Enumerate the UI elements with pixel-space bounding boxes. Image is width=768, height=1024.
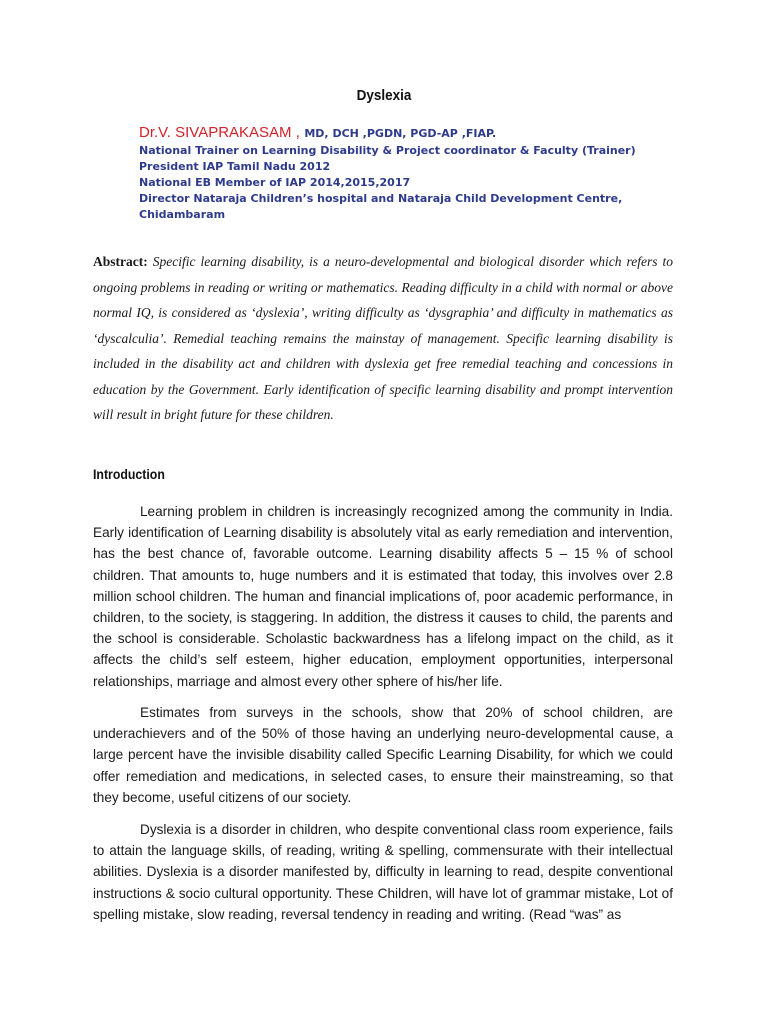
abstract [93,249,673,428]
affiliation-line: National EB Member of IAP 2014,2015,2017 [139,176,411,189]
author-block [139,123,699,223]
document-title: Dyslexia [356,87,412,104]
affiliation-line: National Trainer on Learning Disability & Project coordinator & Faculty (Trainer) [139,144,636,157]
body-paragraph: Learning problem in children is increasingly recognized among the community in India. Early identification of Learning disability is absolutely vital as early remediation and intervention, has the best chance of, favorable outcome. Learning disability affects 5 – 15 % of school children. That amounts to, huge numbers and it is estimated that today, this involves over 2.8 million school children. The human and financial implications of, poor academic performance, in children, to the society, is staggering. In addition, the distress it causes to child, the parents and the school is considerable. Scholastic backwardness has a lifelong impact on the child, as it affects the child’s self esteem, higher education, employment opportunities, interpersonal relationships, marriage and almost every other sphere of his/her life. [93,504,673,689]
body-paragraph: Estimates from surveys in the schools, show that 20% of school children, are underachievers and of the 50% of those having an underlying neuro-developmental cause, a large percent have the invisible disability called Specific Learning Disability, for which we could offer remediation and medications, in selected cases, to ensure their mainstreaming, so that they become, useful citizens of our society. [93,705,673,805]
affiliation-line: President IAP Tamil Nadu 2012 [139,160,331,173]
body-paragraph: Dyslexia is a disorder in children, who despite conventional class room experience, fails to attain the language skills, of reading, writing & spelling, commensurate with their intellectual abilities. Dyslexia is a disorder manifested by, difficulty in learning to read, despite conventional instructions & socio cultural opportunity. These Children, will have lot of grammar mistake, Lot of spelling mistake, slow reading, reversal tendency in reading and writing. (Read “was” as [93,822,673,922]
affiliation-line: Chidambaram [139,208,226,221]
introduction-heading: Introduction [93,466,165,482]
abstract-label: Abstract: [93,254,148,269]
author-name: Dr.V. SIVAPRAKASAM , [139,124,300,141]
affiliation-line: Director Nataraja Children’s hospital and Nataraja Child Development Centre, [139,192,623,205]
author-line [139,123,699,143]
abstract-text: Specific learning disability, is a neuro-developmental and biological disorder which refers to ongoing problems in reading or writing or mathematics. Reading difficulty in a child with normal or above normal IQ, is considered as ‘dyslexia’, writing difficulty as ‘dysgraphia’ and difficulty in mathematics as ‘dyscalculia’. Remedial teaching remains the mainstay of management. Specific learning disability is included in the disability act and children with dyslexia get free remedial teaching and concessions in education by the Government. Early identification of specific learning disability and prompt intervention will result in bright future for these children. [93,254,673,422]
author-credentials: MD, DCH ,PGDN, PGD-AP ,FIAP. [304,127,497,140]
